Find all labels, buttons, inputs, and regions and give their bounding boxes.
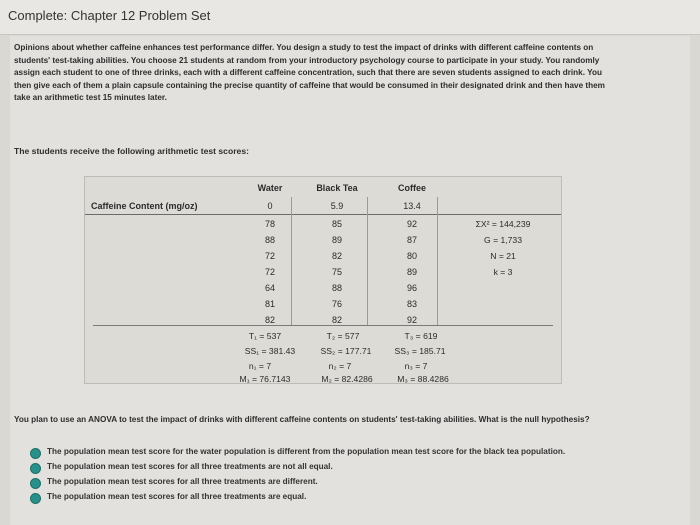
score-coffee: 80 xyxy=(406,251,417,261)
answer-option[interactable] xyxy=(30,476,650,489)
ss-3: SS₃ = 185.71 xyxy=(394,346,446,356)
problem-content xyxy=(10,36,690,525)
header-water: Water xyxy=(257,183,283,193)
score-coffee: 83 xyxy=(406,299,417,309)
caffeine-water: 0 xyxy=(267,201,273,211)
ss-2: SS₂ = 177.71 xyxy=(320,346,372,356)
caffeine-black-tea: 5.9 xyxy=(330,201,344,211)
scores-table xyxy=(84,176,562,384)
mean-2: M₂ = 82.4286 xyxy=(321,374,373,384)
n-1: n₁ = 7 xyxy=(248,361,272,371)
total-3: T₃ = 619 xyxy=(404,331,438,341)
score-water: 88 xyxy=(264,235,275,245)
score-water: 72 xyxy=(264,267,275,277)
score-coffee: 87 xyxy=(406,235,417,245)
score-coffee: 92 xyxy=(406,219,417,229)
answer-option-label: The population mean test scores for all three treatments are different. xyxy=(47,477,318,486)
score-black-tea: 82 xyxy=(331,315,342,325)
radio-icon[interactable] xyxy=(30,448,41,459)
sum-x-squared: ΣX² = 144,239 xyxy=(475,219,531,229)
page-title: Complete: Chapter 12 Problem Set xyxy=(8,8,211,23)
score-water: 72 xyxy=(264,251,275,261)
score-coffee: 96 xyxy=(406,283,417,293)
mean-3: M₃ = 88.4286 xyxy=(397,374,449,384)
ss-1: SS₁ = 381.43 xyxy=(244,346,296,356)
score-water: 81 xyxy=(264,299,275,309)
score-water: 78 xyxy=(264,219,275,229)
answer-option-label: The population mean test scores for all three treatments are not all equal. xyxy=(47,462,333,471)
table-lead: The students receive the following arithmetic test scores: xyxy=(14,146,249,156)
caffeine-label: Caffeine Content (mg/oz) xyxy=(91,201,198,211)
k-value: k = 3 xyxy=(493,267,513,277)
header-black-tea: Black Tea xyxy=(316,183,358,193)
score-black-tea: 76 xyxy=(331,299,342,309)
radio-icon[interactable] xyxy=(30,463,41,474)
score-black-tea: 89 xyxy=(331,235,342,245)
divider xyxy=(93,325,553,326)
radio-icon[interactable] xyxy=(30,493,41,504)
total-1: T₁ = 537 xyxy=(248,331,282,341)
score-coffee: 89 xyxy=(406,267,417,277)
n-2: n₂ = 7 xyxy=(328,361,352,371)
problem-intro: Opinions about whether caffeine enhances test performance differ. You design a study to test the impact of drinks with different caffeine contents on students' test-taking abilities. You choose 21 students at random from your introductory psychology course to participate in your study. You randomly assign each student to one of three drinks, each with a different caffeine concentration, such that there are seven students assigned to each drink. You then give each of them a plain capsule containing the precise quantity of caffeine that would be consumed in their designated drink and then have them take an arithmetic test 15 minutes later. xyxy=(14,43,605,103)
caffeine-coffee: 13.4 xyxy=(403,201,421,211)
question-text: You plan to use an ANOVA to test the impact of drinks with different caffeine contents on students' test-taking abilities. What is the null hypothesis? xyxy=(14,415,590,424)
header-coffee: Coffee xyxy=(397,183,426,193)
total-2: T₂ = 577 xyxy=(326,331,360,341)
n-3: n₃ = 7 xyxy=(404,361,428,371)
answer-option[interactable] xyxy=(30,491,650,504)
answer-option-label: The population mean test score for the water population is different from the population mean test score for the black tea population. xyxy=(47,447,566,456)
score-black-tea: 82 xyxy=(331,251,342,261)
answer-options xyxy=(30,446,650,506)
score-black-tea: 75 xyxy=(331,267,342,277)
score-water: 82 xyxy=(264,315,275,325)
divider xyxy=(291,197,292,325)
score-coffee: 92 xyxy=(406,315,417,325)
answer-option-label: The population mean test scores for all three treatments are equal. xyxy=(47,492,307,501)
score-water: 64 xyxy=(264,283,275,293)
mean-1: M₁ = 76.7143 xyxy=(239,374,291,384)
divider xyxy=(85,214,561,215)
score-black-tea: 85 xyxy=(331,219,342,229)
total-n: N = 21 xyxy=(490,251,516,261)
divider xyxy=(437,197,438,325)
answer-option[interactable] xyxy=(30,461,650,474)
grand-total: G = 1,733 xyxy=(484,235,522,245)
header-bar xyxy=(0,0,700,35)
answer-option[interactable] xyxy=(30,446,650,459)
score-black-tea: 88 xyxy=(331,283,342,293)
divider xyxy=(367,197,368,325)
radio-icon[interactable] xyxy=(30,478,41,489)
